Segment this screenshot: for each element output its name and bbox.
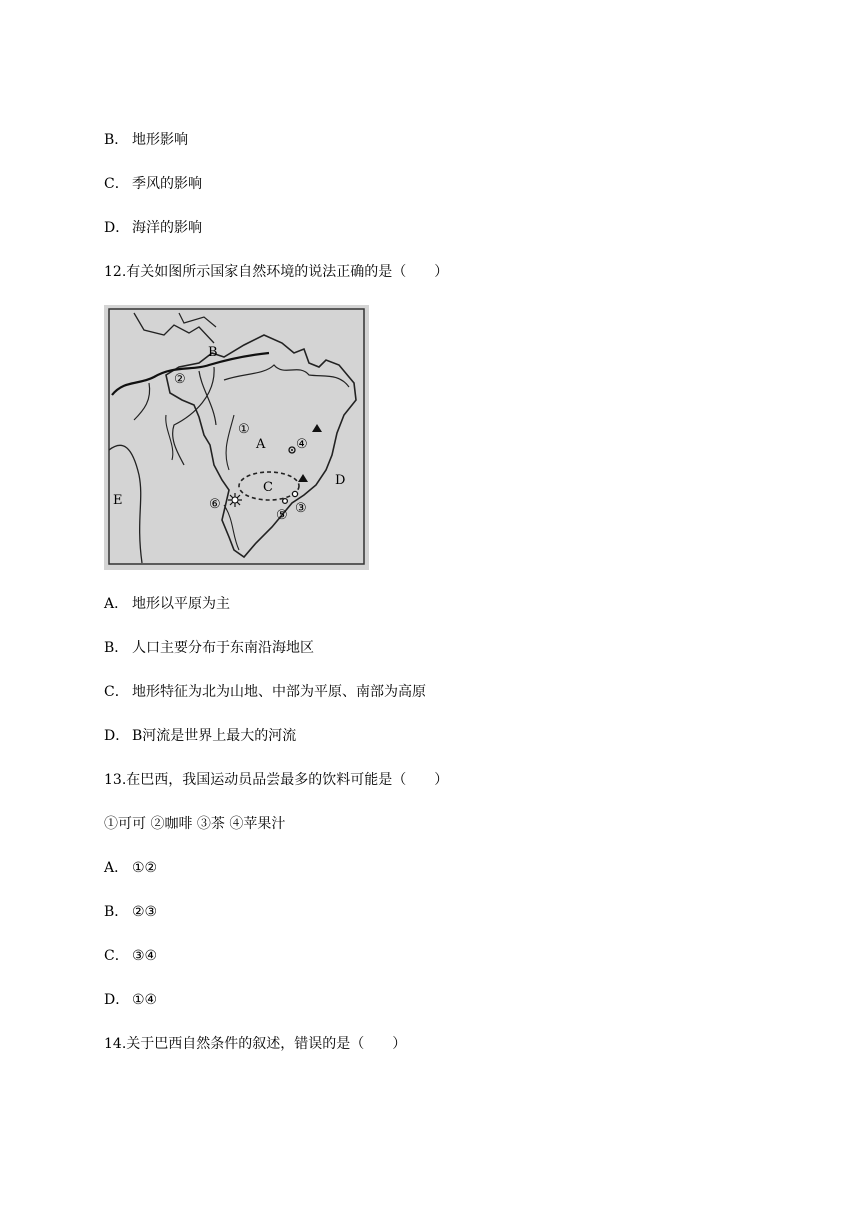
q13-option-a bbox=[104, 858, 157, 878]
option-text: 海洋的影响 bbox=[132, 220, 202, 236]
option-b bbox=[104, 130, 188, 150]
option-text: ①④ bbox=[132, 992, 158, 1008]
q13-option-d bbox=[104, 990, 157, 1010]
q12-option-b bbox=[104, 638, 314, 658]
option-d bbox=[104, 218, 202, 238]
map-label-4: ④ bbox=[296, 437, 308, 452]
q12-option-d bbox=[104, 726, 296, 746]
map-label-2: ② bbox=[174, 372, 186, 387]
option-letter: A． bbox=[104, 596, 129, 612]
question-12-stem: 12.有关如图所示国家自然环境的说法正确的是（ ） bbox=[104, 264, 449, 280]
map-label-c: C bbox=[263, 480, 273, 495]
option-text: ①② bbox=[132, 860, 158, 876]
question-13-choices: ①可可 ②咖啡 ③茶 ④苹果汁 bbox=[104, 816, 286, 832]
q12-option-c bbox=[104, 682, 426, 702]
option-letter: D． bbox=[104, 220, 130, 236]
brazil-map-figure bbox=[104, 305, 369, 570]
option-letter: D． bbox=[104, 992, 130, 1008]
option-letter: D． bbox=[104, 728, 130, 744]
map-label-e: E bbox=[113, 493, 123, 508]
option-text: B河流是世界上最大的河流 bbox=[132, 728, 297, 744]
map-label-6: ⑥ bbox=[209, 497, 221, 512]
option-text: 季风的影响 bbox=[132, 176, 202, 192]
option-text: 地形影响 bbox=[132, 132, 188, 148]
option-text: ③④ bbox=[132, 948, 158, 964]
map-label-3: ③ bbox=[295, 501, 307, 516]
option-letter: B． bbox=[104, 640, 129, 656]
q12-option-a bbox=[104, 594, 230, 614]
option-text: ②③ bbox=[132, 904, 158, 920]
option-letter: C． bbox=[104, 684, 129, 700]
option-letter: A． bbox=[104, 860, 129, 876]
option-c bbox=[104, 174, 202, 194]
map-label-d: D bbox=[335, 473, 346, 488]
question-13-stem: 13.在巴西，我国运动员品尝最多的饮料可能是（ ） bbox=[104, 772, 449, 788]
map-label-a: A bbox=[256, 437, 266, 452]
brazil-map-svg bbox=[104, 305, 369, 570]
map-label-b: B bbox=[208, 345, 218, 360]
option-letter: C． bbox=[104, 176, 129, 192]
q13-option-b bbox=[104, 902, 157, 922]
option-letter: B． bbox=[104, 132, 129, 148]
option-letter: B． bbox=[104, 904, 129, 920]
option-text: 地形以平原为主 bbox=[132, 596, 230, 612]
option-text: 地形特征为北为山地、中部为平原、南部为高原 bbox=[132, 684, 426, 700]
q13-option-c bbox=[104, 946, 157, 966]
option-letter: C． bbox=[104, 948, 129, 964]
map-label-1: ① bbox=[238, 422, 250, 437]
option-text: 人口主要分布于东南沿海地区 bbox=[132, 640, 314, 656]
map-label-5: ⑤ bbox=[276, 508, 288, 523]
question-14-stem: 14.关于巴西自然条件的叙述，错误的是（ ） bbox=[104, 1036, 407, 1052]
